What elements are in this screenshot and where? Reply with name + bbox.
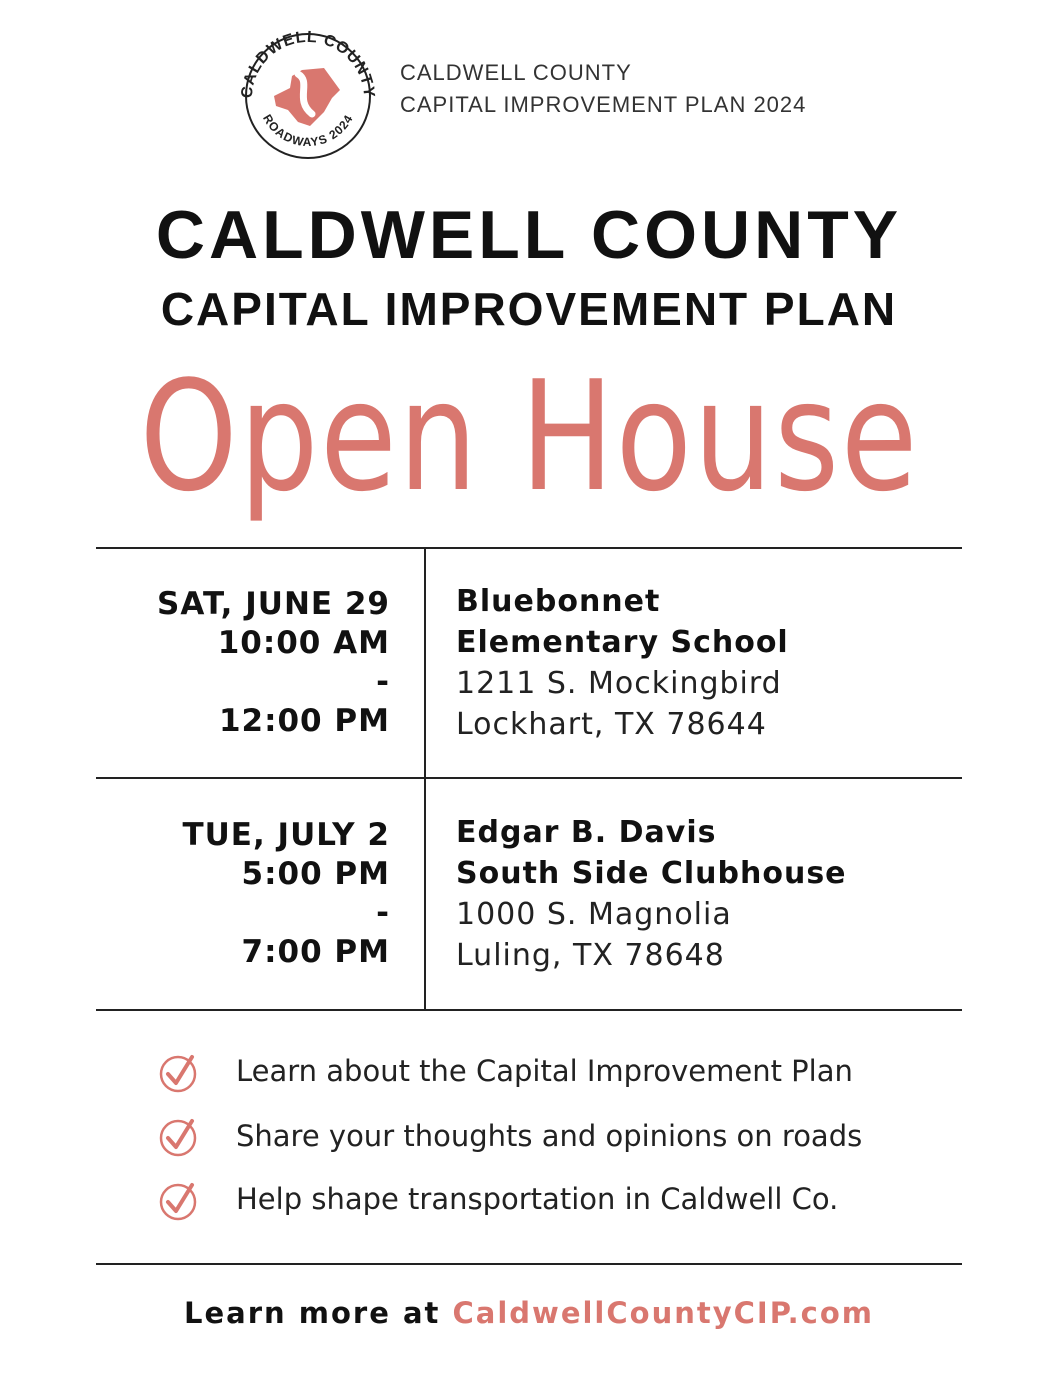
page-title: CALDWELL COUNTY <box>155 197 903 273</box>
footer-divider <box>96 1263 962 1265</box>
event-1-city: Lockhart, TX 78644 <box>456 707 767 742</box>
event-2-venue-line1: Edgar B. Davis <box>456 815 717 850</box>
event-2-location <box>456 812 956 976</box>
caldwell-county-roadways-logo <box>232 18 382 168</box>
logo-ring-bottom-text: ROADWAYS 2024 <box>260 111 356 150</box>
website-link[interactable]: CaldwellCountyCIP.com <box>452 1296 874 1330</box>
table-divider-top <box>96 547 962 549</box>
event-2-end-time: 7:00 PM <box>241 934 390 970</box>
bullet-share: Share your thoughts and opinions on roads <box>236 1119 863 1153</box>
event-1-end-time: 12:00 PM <box>218 703 390 739</box>
table-divider-vertical <box>424 547 426 1011</box>
bullet-help: Help shape transportation in Caldwell Co. <box>236 1182 839 1216</box>
check-circle-icon <box>158 1053 198 1093</box>
event-1-address: 1211 S. Mockingbird <box>456 666 782 701</box>
header-county-name: CALDWELL COUNTY <box>400 60 632 85</box>
check-circle-icon <box>158 1117 198 1157</box>
event-1-venue-line2: Elementary School <box>456 625 789 660</box>
check-circle-icon <box>158 1181 198 1221</box>
footer-prefix: Learn more at <box>183 1296 453 1330</box>
header-plan-name: CAPITAL IMPROVEMENT PLAN 2024 <box>400 92 807 117</box>
footer <box>0 1296 1058 1330</box>
event-title-wrap <box>0 348 1058 525</box>
event-2-date: TUE, JULY 2 <box>182 817 390 853</box>
event-1-datetime <box>110 585 390 741</box>
bullet-learn: Learn about the Capital Improvement Plan <box>236 1054 853 1088</box>
event-2-venue-line2: South Side Clubhouse <box>456 856 847 891</box>
event-1-venue-line1: Bluebonnet <box>456 584 661 619</box>
page-subtitle: CAPITAL IMPROVEMENT PLAN <box>160 283 898 335</box>
event-2-start-time: 5:00 PM <box>241 856 390 892</box>
event-2-city: Luling, TX 78648 <box>456 938 725 973</box>
event-1-time-dash: - <box>376 664 390 700</box>
logo-ring-top-text: CALDWELL COUNTY <box>238 28 378 99</box>
table-divider-middle <box>96 777 962 779</box>
event-2-address: 1000 S. Magnolia <box>456 897 732 932</box>
table-divider-bottom <box>96 1009 962 1011</box>
county-map-icon <box>274 68 340 126</box>
event-1-start-time: 10:00 AM <box>217 625 390 661</box>
event-title: Open House <box>139 348 919 525</box>
event-1-location <box>456 581 956 745</box>
event-1-date: SAT, JUNE 29 <box>157 586 390 622</box>
event-2-time-dash: - <box>376 895 390 931</box>
event-2-datetime <box>110 816 390 972</box>
